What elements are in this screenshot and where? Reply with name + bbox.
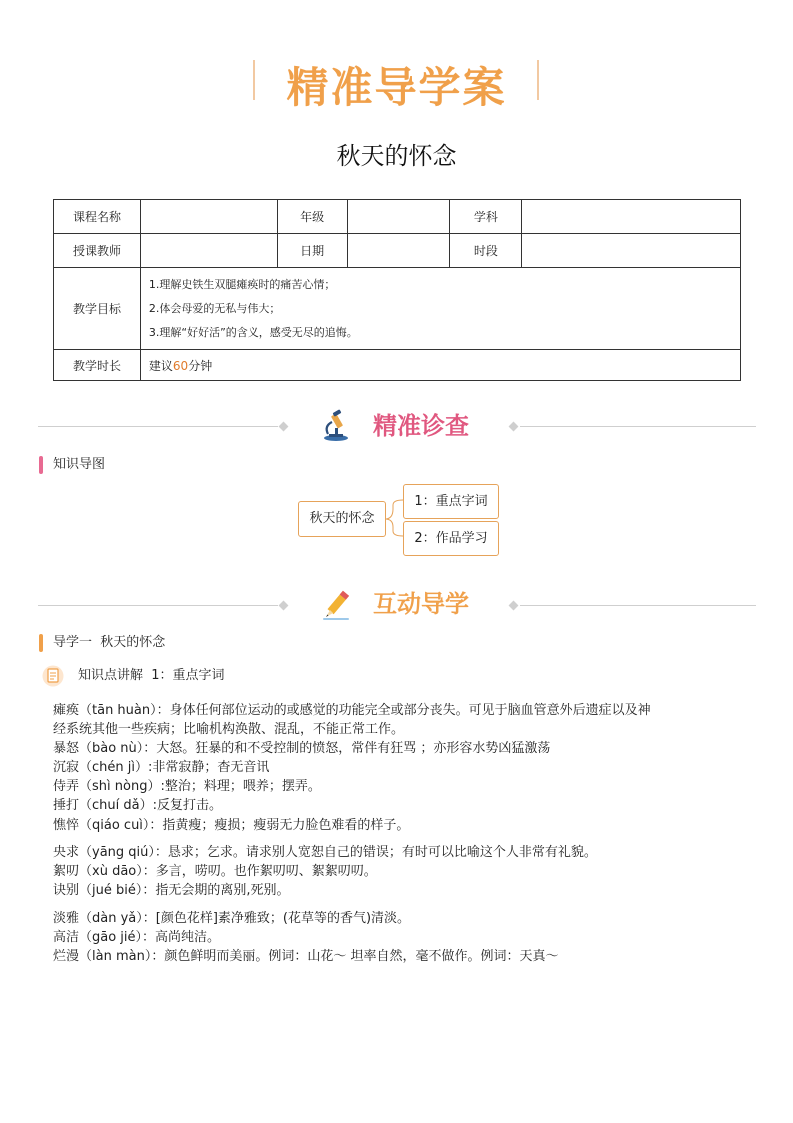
section1-title: 精准诊查 [373,412,469,440]
vocab-line: 诀别（jué bié）：指无会期的离别,死别。 [53,883,290,898]
knowledge-point-title: 知识点讲解 1：重点字词 [78,668,225,683]
mindmap-root-label: 秋天的怀念 [309,511,375,526]
table-row [54,200,741,234]
mindmap-child-1 [403,484,499,519]
subject-label: 学科 [450,200,522,234]
teacher-value [140,234,277,268]
vocab-line: 瘫痪（tān huàn）：身体任何部位运动的或感觉的功能完全或部分丧失。可见于脑血管意外后遗症以及神 [53,703,651,718]
period-label: 时段 [450,234,522,268]
goal-item: 3.理解“好好活”的含义，感受无尽的追悔。 [148,325,358,339]
vocab-line: 捶打（chuí dǎ）:反复打击。 [53,798,222,813]
goals-cell [140,268,740,350]
vocab-line: 憔悴（qiáo cuì）：指黄瘦；瘦损；瘦弱无力脸色难看的样子。 [53,818,410,833]
section2-guide: 导学一 秋天的怀念 [53,635,166,650]
microscope-icon [320,408,352,442]
section1-right-line [520,426,756,427]
vocab-line: 暴怒（bào nù）：大怒。狂暴的和不受控制的愤怒，常伴有狂骂 ；亦形容水势凶猛激荡 [53,741,551,756]
vocab-line: 沉寂（chén jì）:非常寂静；杳无音讯 [53,760,270,775]
vocab-line: 央求（yāng qiú）：恳求；乞求。请求别人宽恕自己的错误；有时可以比喻这个人非常有礼貌。 [53,845,597,860]
subject-value [522,200,741,234]
vocab-line: 絮叨（xù dāo）：多言，唠叨。也作絮叨叨、絮絮叨叨。 [53,864,377,879]
vocab-line: 淡雅（dàn yǎ）：[颜色花样]素净雅致；(花草等的香气)清淡。 [53,911,411,926]
vocab-line: 侍弄（shì nòng）:整治；料理；喂养；摆弄。 [53,779,321,794]
section1-left-diamond [279,422,289,432]
section2-left-diamond [279,601,289,611]
course-name-label: 课程名称 [54,200,141,234]
pencil-icon [321,588,353,622]
duration-prefix: 建议 [148,358,173,373]
table-row [54,350,741,381]
table-row [54,268,741,350]
vocab-line: 经系统其他一些疾病；比喻机构涣散、混乱，不能正常工作。 [53,722,405,737]
duration-number: 60 [172,358,189,373]
grade-value [347,200,450,234]
goal-item: 2.体会母爱的无私与伟大； [148,301,281,315]
duration-label: 教学时长 [54,350,141,381]
mindmap-root [298,501,386,537]
teacher-label: 授课教师 [54,234,141,268]
section2-guide-bar [39,634,43,652]
section2-right-line [520,605,756,606]
section1-tag: 知识导图 [53,457,106,472]
page-title: 精准导学案 [286,63,507,112]
table-row [54,234,741,268]
duration-suffix: 分钟 [188,358,213,373]
section1-left-line [38,426,278,427]
section2-left-line [38,605,278,606]
course-name-value [140,200,277,234]
section1-tag-bar [39,456,43,474]
goals-label: 教学目标 [54,268,141,350]
document-icon [42,664,64,688]
grade-label: 年级 [277,200,347,234]
vocab-line: 烂漫（làn màn）：颜色鲜明而美丽。例词：山花～ 坦率自然，毫不做作。例词：天真～ [53,949,559,964]
date-label: 日期 [277,234,347,268]
section2-title: 互动导学 [373,590,469,618]
goal-item: 1.理解史铁生双腿瘫痪时的痛苦心情； [148,277,336,291]
mindmap-child-1-label: 1：重点字词 [414,494,488,509]
mindmap-child-2 [403,521,499,556]
duration-value [140,350,740,381]
vocab-line: 高洁（gāo jié）：高尚纯洁。 [53,930,221,945]
mindmap-child-2-label: 2：作品学习 [414,531,488,546]
lesson-title: 秋天的怀念 [336,142,457,170]
date-value [347,234,450,268]
section1-right-diamond [509,422,519,432]
period-value [522,234,741,268]
section2-right-diamond [509,601,519,611]
lesson-info-table [53,199,741,381]
